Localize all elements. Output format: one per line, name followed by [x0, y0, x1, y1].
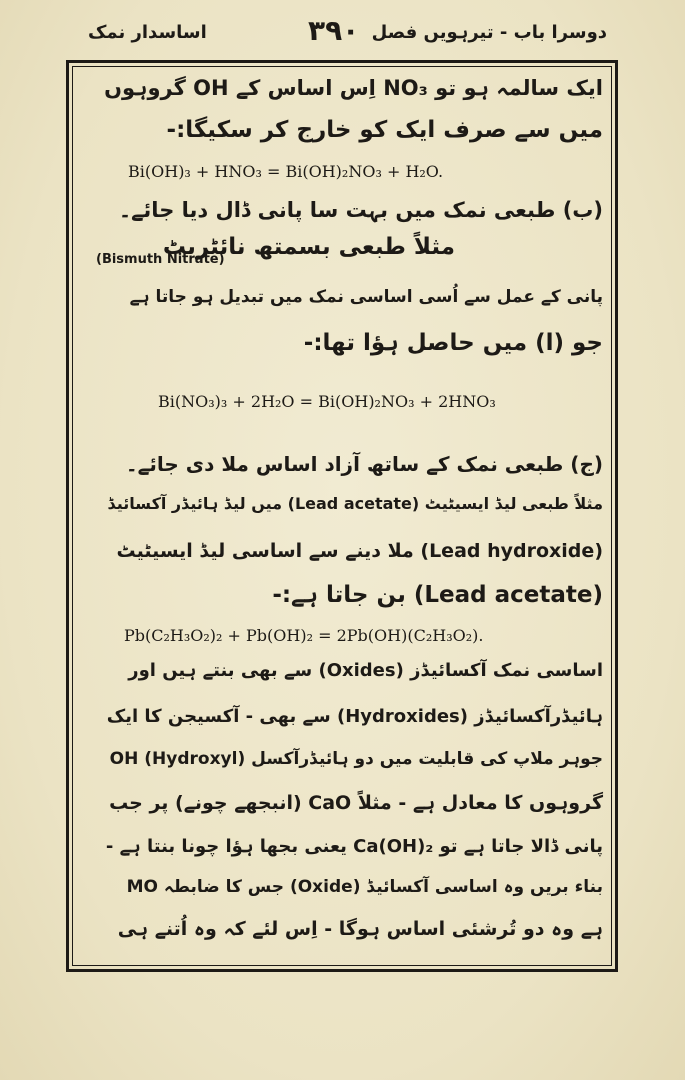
equation-3: Pb(C₂H₃O₂)₂ + Pb(OH)₂ = 2Pb(OH)(C₂H₃O₂).: [124, 626, 484, 645]
text-line: ایک سالمہ ہو تو NO₃ اِس اساس کے OH گروہوں: [104, 76, 603, 100]
header-chapter-title: دوسرا باب - تیرہویں فصل: [371, 22, 607, 43]
text-line: پانی کے عمل سے اُسی اساسی نمک میں تبدیل ہو جاتا ہے: [129, 287, 603, 307]
text-line: مثلاً طبعی بسمتھ نائٹریٹ: [162, 234, 455, 260]
text-line: ہے وہ دو تُرشئی اساس ہوگا - اِس لئے کہ وہ اُتنے ہی: [117, 918, 603, 940]
text-line-latin: (Bismuth Nitrate): [96, 252, 225, 267]
text-line: (ج) طبعی نمک کے ساتھ آزاد اساس ملا دی جائے۔: [125, 452, 603, 476]
text-line: (Lead hydroxide) ملا دینے سے اساسی لیڈ ایسیٹیٹ: [116, 540, 603, 562]
text-line: مثلاً طبعی لیڈ ایسیٹیٹ (Lead acetate) میں لیڈ ہائیڈر آکسائیڈ: [107, 494, 603, 513]
text-line: جوہر ملاپ کی قابلیت میں دو ہائیڈرآکسل OH (Hydroxyl): [109, 749, 603, 769]
text-line: پانی ڈالا جاتا ہے تو Ca(OH)₂ یعنی بجھا ہؤا چونا بنتا ہے -: [105, 836, 603, 857]
running-header: [0, 14, 685, 54]
text-line: بناء بریں وہ اساسی آکسائیڈ (Oxide) جس کا ضابطہ MO: [126, 877, 603, 897]
equation-2: Bi(NO₃)₃ + 2H₂O = Bi(OH)₂NO₃ + 2HNO₃: [158, 392, 496, 411]
text-line: جو (ا) میں حاصل ہؤا تھا:-: [303, 330, 603, 356]
page-number: ۳۹۰: [308, 14, 360, 47]
text-line: گروہوں کا معادل ہے - مثلاً CaO (انبجھے چونے) پر جب: [109, 792, 603, 814]
text-line: میں سے صرف ایک کو خارج کر سکیگا:-: [166, 117, 603, 143]
text-line: اساسی نمک آکسائیڈز (Oxides) سے بھی بنتے ہیں اور: [128, 660, 603, 681]
text-line: ہائیڈرآکسائیڈز (Hydroxides) سے بھی - آکسیجن کا ایک: [106, 706, 603, 727]
text-line: (ب) طبعی نمک میں بہت سا پانی ڈال دیا جائے۔: [118, 198, 603, 222]
header-section-title: اساسدار نمک: [88, 22, 207, 43]
text-line: (Lead acetate) بن جاتا ہے:-: [272, 582, 603, 608]
equation-1: Bi(OH)₃ + HNO₃ = Bi(OH)₂NO₃ + H₂O.: [128, 162, 444, 181]
